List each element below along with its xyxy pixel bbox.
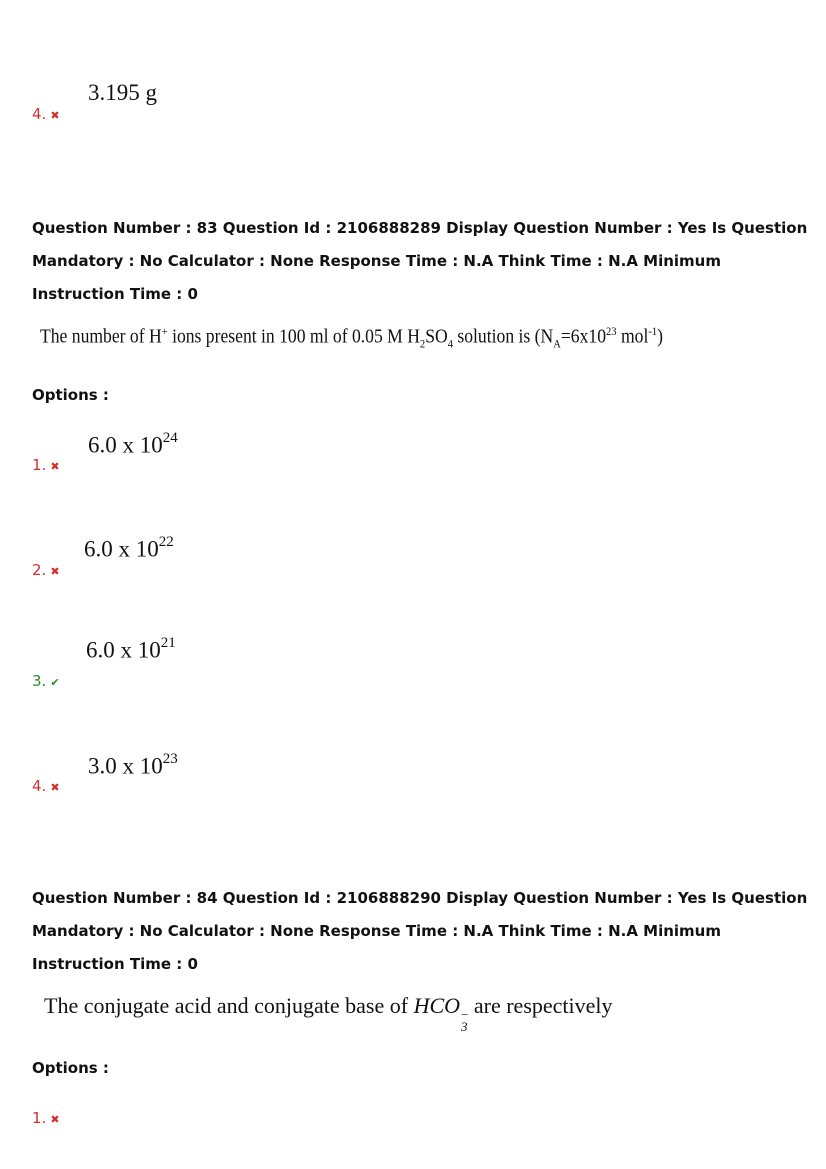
option-2-value: 6.0 x $10^{22}$ <box>84 534 174 562</box>
question-83-text: The number of H+ ions present in 100 ml of 0.05 M $H_2SO_4$ solution is ($N_A=6x10^{23}$ mol$^{-1}$) <box>40 324 664 351</box>
option-3-value: 6.0 x $10^{21}$ <box>86 635 176 663</box>
options-label: Options : <box>32 1059 109 1077</box>
check-icon: ✔ <box>50 676 60 689</box>
option-1-value: 6.0 x $10^{24}$ <box>88 430 178 458</box>
question-84-meta: Question Number : 84 Question Id : 2106888290 Display Question Number : Yes Is Question Mandatory : No Calculator : None Response Time : N.A Think Time : N.A Minimum Instruction Time : 0 <box>32 889 808 973</box>
question-83-meta: Question Number : 83 Question Id : 2106888289 Display Question Number : Yes Is Question Mandatory : No Calculator : None Response Time : N.A Think Time : N.A Minimum Instruction Time : 0 <box>32 219 808 303</box>
options-label: Options : <box>32 386 109 404</box>
wrong-icon: ✖ <box>50 781 60 794</box>
option-4-value: 3.0 x $10^{23}$ <box>88 751 178 779</box>
prev-option-4-value: 3.195 g <box>88 80 157 105</box>
wrong-icon: ✖ <box>50 109 60 122</box>
wrong-icon: ✖ <box>50 460 60 473</box>
option-3-number: 3. ✔ <box>32 672 60 690</box>
prev-option-4-number: 4. ✖ <box>32 105 60 123</box>
option-4-number: 4. ✖ <box>32 777 60 795</box>
question-84-text: The conjugate acid and conjugate base of HCO − 3 are respectively <box>44 993 613 1034</box>
wrong-icon: ✖ <box>50 1113 60 1126</box>
wrong-icon: ✖ <box>50 565 60 578</box>
q84-option-1-number: 1. ✖ <box>32 1109 60 1127</box>
option-2-number: 2. ✖ <box>32 561 60 579</box>
option-1-number: 1. ✖ <box>32 456 60 474</box>
